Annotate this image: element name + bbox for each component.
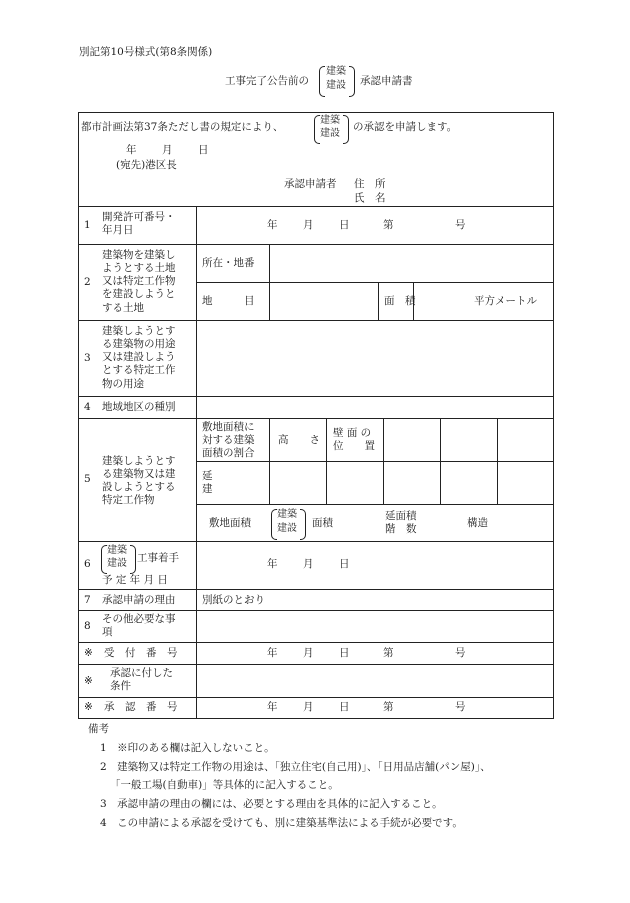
row5-number: 5 <box>84 473 91 485</box>
applicant-label: 承認申請者 <box>284 178 337 190</box>
row9-day: 日 <box>339 647 350 659</box>
row7-label: 承認申請の理由 <box>102 594 176 606</box>
row11-mark: ※ <box>84 701 93 713</box>
row11-label: 承 認 番 号 <box>104 701 178 713</box>
row9-go: 号 <box>455 647 466 659</box>
address-label: 住 所 <box>354 178 386 190</box>
note-item: 4 この申請による承認を受けても、別に建築基準法による手続が必要です。 <box>100 817 463 829</box>
title-suffix: 承認申請書 <box>360 75 413 87</box>
row5-brace-right <box>300 509 306 540</box>
row5-label: 建築しようとす る建築物又は建 設しようとする 特定工作物 <box>102 455 176 507</box>
row6-label2: 予 定 年 月 日 <box>102 574 168 586</box>
row5-option-top: 建築 <box>277 509 297 520</box>
note-item: 2 建築物又は特定工作物の用途は、「独立住宅(自己用)」、「日用品店舗(パン屋)」、 <box>100 761 491 773</box>
intro-date-day: 日 <box>198 144 209 156</box>
row5-option-bottom: 建設 <box>277 523 297 534</box>
name-label: 氏 名 <box>354 192 386 204</box>
form-number: 別記第10号様式(第8条関係) <box>79 46 213 58</box>
area-label: 面 積 <box>384 295 416 307</box>
height-label: 高 さ <box>278 434 320 446</box>
row6-month: 月 <box>303 558 314 570</box>
floor-area-label: 延面積 階 数 <box>385 510 417 536</box>
note-item: 「一般工場(自動車)」等具体的に記入すること。 <box>110 779 339 791</box>
row10-label: 承認に付した 条件 <box>110 667 173 693</box>
chimoku-label: 地 目 <box>202 295 255 307</box>
location-label: 所在・地番 <box>202 257 255 269</box>
row1-go: 号 <box>455 219 466 231</box>
brace-right <box>349 66 355 97</box>
nobe-label: 延 建 <box>202 470 213 496</box>
row9-label: 受 付 番 号 <box>104 647 178 659</box>
row11-day: 日 <box>339 701 350 713</box>
row1-day: 日 <box>339 219 350 231</box>
wall-position-label: 壁 面 の 位 置 <box>333 427 375 453</box>
row1-month: 月 <box>303 219 314 231</box>
row11-dai: 第 <box>383 701 394 713</box>
addressee: (宛先)港区長 <box>116 159 177 171</box>
intro-date-month: 月 <box>162 144 173 156</box>
row6-option-bottom: 建設 <box>107 558 127 569</box>
title-option-bottom: 建設 <box>326 80 346 91</box>
row3-number: 3 <box>84 352 91 364</box>
row10-mark: ※ <box>84 675 93 687</box>
intro-brace-right <box>343 115 349 144</box>
row11-go: 号 <box>455 701 466 713</box>
area-unit: 平方メートル <box>474 295 537 307</box>
row1-number: 1 <box>84 219 91 231</box>
row11-year: 年 <box>267 701 278 713</box>
intro-option-bottom: 建設 <box>320 128 340 139</box>
row6-year: 年 <box>267 558 278 570</box>
row4-label: 地域地区の種別 <box>102 401 176 413</box>
row2-number: 2 <box>84 276 91 288</box>
row11-month: 月 <box>303 701 314 713</box>
intro-text-prefix: 都市計画法第37条ただし書の規定により、 <box>81 121 284 133</box>
row1-label: 開発許可番号・ 年月日 <box>102 211 176 237</box>
row4-number: 4 <box>84 401 91 413</box>
row9-mark: ※ <box>84 647 93 659</box>
menseki-label: 面積 <box>312 517 333 529</box>
row3-label: 建築しようとす る建築物の用途 又は建設しよう とする特定工作 物の用途 <box>102 325 176 390</box>
row2-label: 建築物を建築し ようとする土地 又は特定工作物 を建設しようと する土地 <box>102 249 176 314</box>
intro-option-top: 建築 <box>320 115 340 126</box>
structure-label: 構造 <box>467 517 488 529</box>
building-ratio-label: 敷地面積に 対する建築 面積の割合 <box>202 421 255 460</box>
site-area-label: 敷地面積 <box>209 517 251 529</box>
note-item: 3 承認申請の理由の欄には、必要とする理由を具体的に記入すること。 <box>100 798 443 810</box>
row7-number: 7 <box>84 594 91 606</box>
row9-year: 年 <box>267 647 278 659</box>
row9-dai: 第 <box>383 647 394 659</box>
row8-label: その他必要な事 項 <box>102 613 176 639</box>
intro-text-suffix: の承認を申請します。 <box>353 121 458 133</box>
note-item: 1 ※印のある欄は記入しないこと。 <box>100 742 275 754</box>
row6-brace-right <box>130 545 136 574</box>
intro-date-year: 年 <box>126 144 137 156</box>
row6-number: 6 <box>84 558 91 570</box>
row6-option-top: 建築 <box>107 545 127 556</box>
row6-day: 日 <box>339 558 350 570</box>
title-prefix: 工事完了公告前の <box>225 75 309 87</box>
row9-month: 月 <box>303 647 314 659</box>
title-option-top: 建築 <box>326 66 346 77</box>
row7-value: 別紙のとおり <box>202 594 265 606</box>
row8-number: 8 <box>84 620 91 632</box>
row6-label-suffix: 工事着手 <box>137 552 179 564</box>
row1-year: 年 <box>267 219 278 231</box>
brace-left <box>319 66 325 97</box>
row1-dai: 第 <box>383 219 394 231</box>
notes-heading: 備考 <box>88 723 109 735</box>
